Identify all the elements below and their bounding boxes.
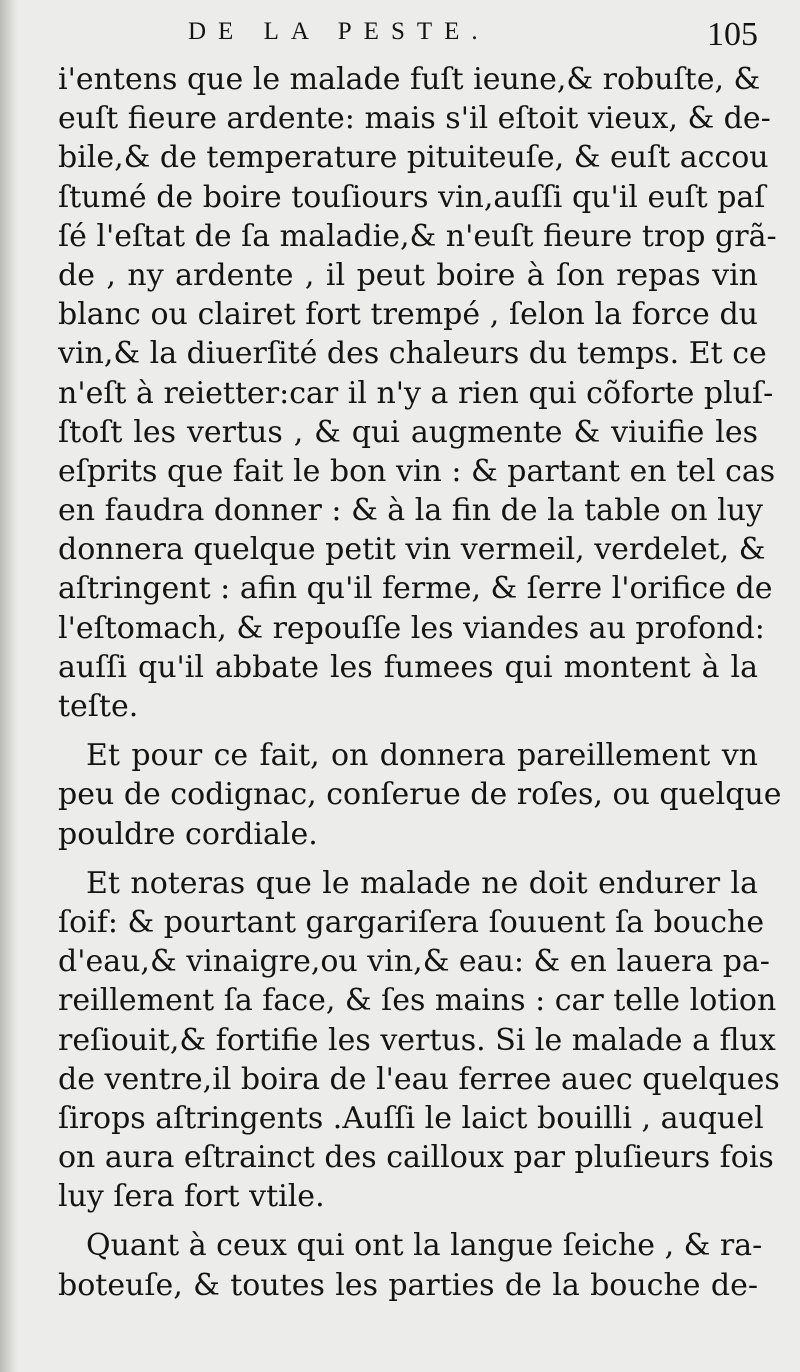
text-line: de , ny ardente , il peut boire à ſon repas vin [58, 257, 758, 293]
text-line: boteuſe, & toutes les parties de la bouche de- [58, 1267, 758, 1303]
page-number: 105 [707, 16, 758, 53]
text-line: d'eau,& vinaigre,ou vin,& eau: & en lauera pa- [58, 944, 770, 980]
text-line: eſprits que fait le bon vin : & partant en tel cas [58, 453, 776, 489]
text-line: bile,& de temperature pituiteuſe, & euſt accou [58, 140, 769, 176]
text-line: ſtoſt les vertus , & qui augmente & viuifie les [58, 414, 758, 450]
text-line: euſt fieure ardente: mais s'il eſtoit vieux, & de- [58, 101, 771, 137]
text-line: de ventre,il boira de l'eau ferree auec quelques [58, 1061, 780, 1097]
running-head: DE LA PESTE. [188, 18, 490, 45]
text-line: reillement ſa face, & ſes mains : car telle lotion [58, 983, 777, 1019]
page-gutter-shadow [0, 0, 18, 1372]
body-text [58, 60, 782, 1305]
text-line: teſte. [58, 689, 139, 724]
text-line: luy ſera fort vtile. [58, 1179, 325, 1215]
text-line: l'eſtomach, & repouſſe les viandes au profond: [58, 610, 765, 646]
text-line: on aura eſtrainct des cailloux par pluſieurs fois [58, 1140, 774, 1176]
paragraph-start-line: Quant à ceux qui ont la langue ſeiche , & ra- [86, 1228, 763, 1264]
text-line: pouldre cordiale. [58, 816, 318, 852]
text-line: blanc ou clairet fort trempé , ſelon la force du [58, 297, 758, 333]
text-line: ſoif: & pourtant gargariſera ſouuent ſa bouche [58, 904, 765, 940]
text-line: vin,& la diuerſité des chaleurs du temps. Et ce [58, 336, 767, 372]
text-line: ſtumé de boire touſiours vin,auſſi qu'il euſt paſ [58, 179, 766, 215]
text-line: n'eſt à reietter:car il n'y a rien qui cõforte pluſ- [58, 375, 774, 411]
text-line: ſirops aſtringents .Auſſi le laict bouilli , auquel [58, 1100, 764, 1136]
page-header [0, 16, 800, 56]
text-line: aſtringent : afin qu'il ferme, & ſerre l'orifice de [58, 571, 773, 607]
text-line: peu de codignac, conſerue de roſes, ou quelque [58, 777, 782, 813]
text-line: reſiouit,& fortifie les vertus. Si le malade a flux [58, 1022, 776, 1058]
text-line: i'entens que le malade fuſt ieune,& robuſte, & [58, 62, 761, 97]
paragraph-start-line: Et pour ce fait, on donnera pareillement vn [86, 738, 758, 774]
text-line: en faudra donner : & à la fin de la table on luy [58, 493, 763, 529]
text-line: auſſi qu'il abbate les fumees qui montent à la [58, 649, 758, 685]
text-line: ſé l'eſtat de ſa maladie,& n'euſt fieure trop grã- [58, 218, 777, 254]
paragraph-start-line: Et noteras que le malade ne doit endurer la [86, 865, 758, 901]
text-line: donnera quelque petit vin vermeil, verdelet, & [58, 532, 766, 568]
